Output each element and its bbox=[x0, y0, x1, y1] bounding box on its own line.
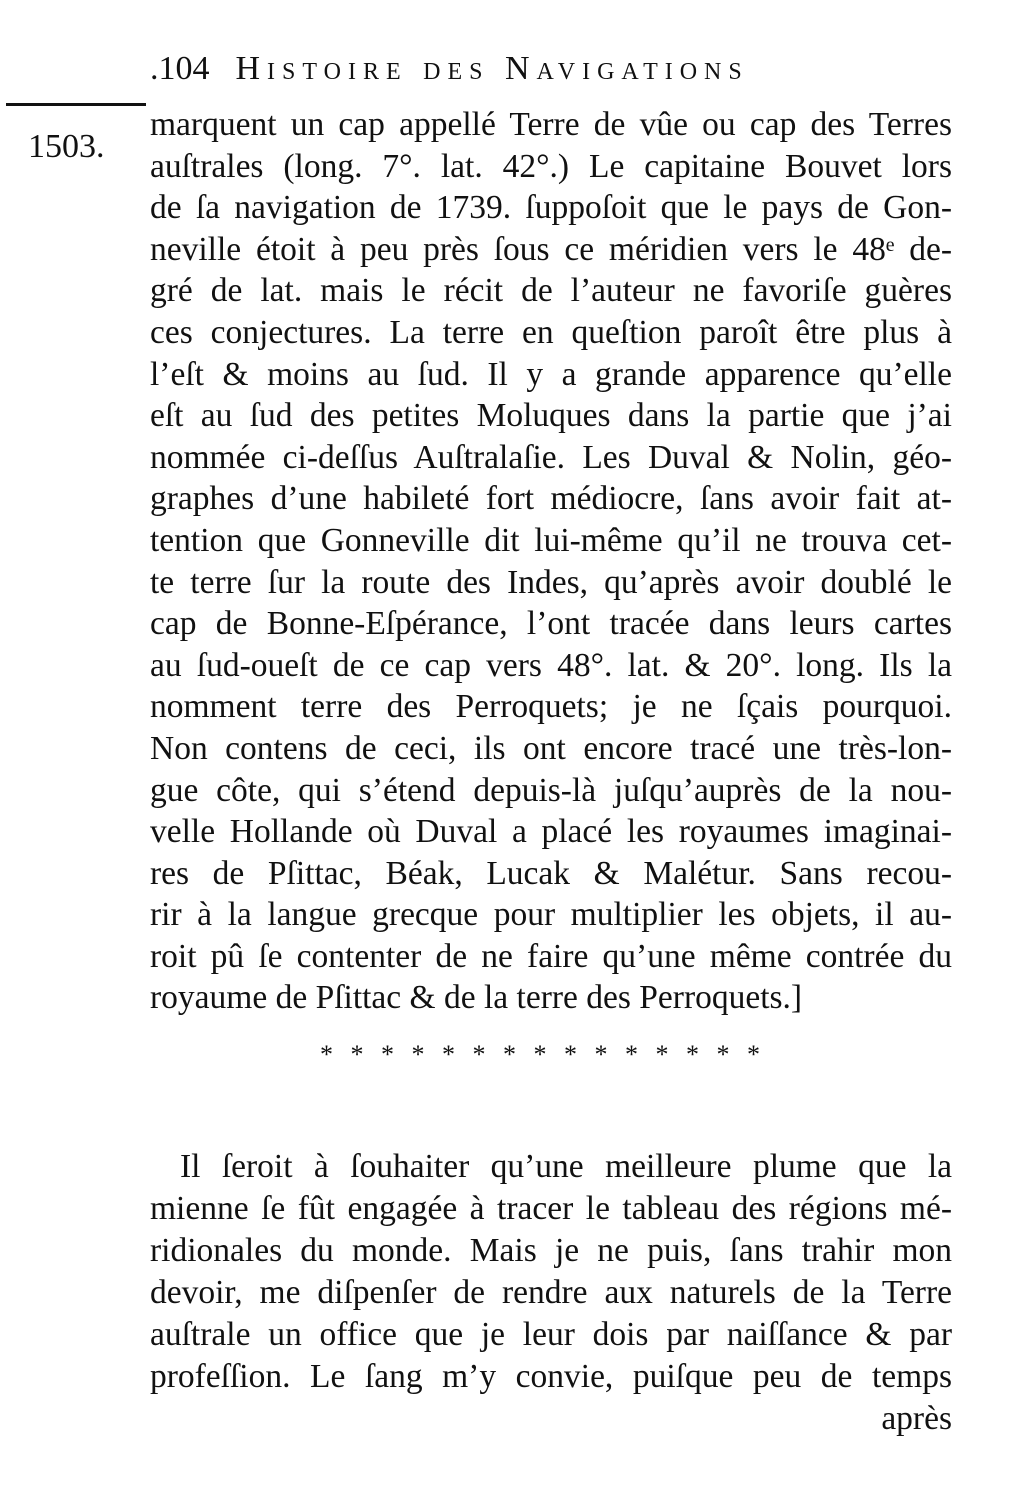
page-number: .104 bbox=[150, 50, 210, 87]
text-line: de ſa navigation de 1739. ſuppoſoit que le pays de Gon- bbox=[150, 189, 952, 227]
text-line: graphes d’une habileté fort médiocre, ſans avoir fait at- bbox=[150, 480, 952, 518]
running-head bbox=[150, 50, 890, 100]
text-line: l’eſt & moins au ſud. Il y a grande apparence qu’elle bbox=[150, 355, 952, 393]
text-line: tention que Gonneville dit lui-même qu’il ne trouva cet- bbox=[150, 521, 952, 559]
paragraph-2 bbox=[150, 1146, 952, 1440]
running-title: Histoire des Navigations bbox=[235, 50, 749, 87]
catchword: après bbox=[881, 1400, 952, 1437]
text-line: nomment terre des Perroquets; je ne ſçais pourquoi. bbox=[150, 688, 952, 726]
header-rule bbox=[6, 103, 146, 106]
margin-year-note: 1503. bbox=[28, 128, 105, 165]
text-line: Il ſeroit à ſouhaiter qu’une meilleure plume que la bbox=[180, 1148, 952, 1185]
text-line: auſtrales (long. 7°. lat. 42°.) Le capitaine Bouvet lors bbox=[150, 147, 952, 185]
text-line: ces conjectures. La terre en queſtion paroît être plus à bbox=[150, 313, 952, 351]
text-line: marquent un cap appellé Terre de vûe ou cap des Terres bbox=[150, 106, 952, 143]
text-line: ridionales du monde. Mais je ne puis, ſans trahir mon bbox=[150, 1232, 952, 1269]
text-line: res de Pſittac, Béak, Lucak & Malétur. Sans recou- bbox=[150, 854, 952, 892]
text-line: mienne ſe fût engagée à tracer le tableau des régions mé- bbox=[150, 1190, 952, 1227]
text-line: auſtrale un office que je leur dois par naiſſance & par bbox=[150, 1316, 952, 1353]
text-line: profeſſion. Le ſang m’y convie, puiſque peu de temps bbox=[150, 1358, 952, 1395]
text-line: au ſud-oueſt de ce cap vers 48°. lat. & 20°. long. Ils la bbox=[150, 646, 952, 684]
text-line: te terre ſur la route des Indes, qu’après avoir doublé le bbox=[150, 563, 952, 601]
text-line: devoir, me diſpenſer de rendre aux naturels de la Terre bbox=[150, 1274, 952, 1311]
text-line: rir à la langue grecque pour multiplier les objets, il au- bbox=[150, 896, 952, 934]
text-line: royaume de Pſittac & de la terre des Perroquets.] bbox=[150, 979, 803, 1017]
text-line: eſt au ſud des petites Moluques dans la partie que j’ai bbox=[150, 397, 952, 435]
section-ornament: * * * * * * * * * * * * * * * bbox=[320, 1040, 760, 1069]
text-line: gue côte, qui s’étend depuis-là juſqu’auprès de la nou- bbox=[150, 771, 952, 809]
paragraph-1 bbox=[150, 104, 952, 1019]
text-line: Non contens de ceci, ils ont encore tracé une très-lon- bbox=[150, 729, 952, 767]
text-line: cap de Bonne-Eſpérance, l’ont tracée dans leurs cartes bbox=[150, 605, 952, 643]
text-line: nommée ci-deſſus Auſtralaſie. Les Duval & Nolin, géo- bbox=[150, 438, 952, 476]
text-line: gré de lat. mais le récit de l’auteur ne favoriſe guères bbox=[150, 272, 952, 310]
text-line: velle Hollande où Duval a placé les royaumes imaginai- bbox=[150, 813, 952, 851]
text-line: roit pû ſe contenter de ne faire qu’une même contrée du bbox=[150, 937, 952, 975]
text-line: neville étoit à peu près ſous ce méridien vers le 48ᵉ de- bbox=[150, 230, 952, 268]
